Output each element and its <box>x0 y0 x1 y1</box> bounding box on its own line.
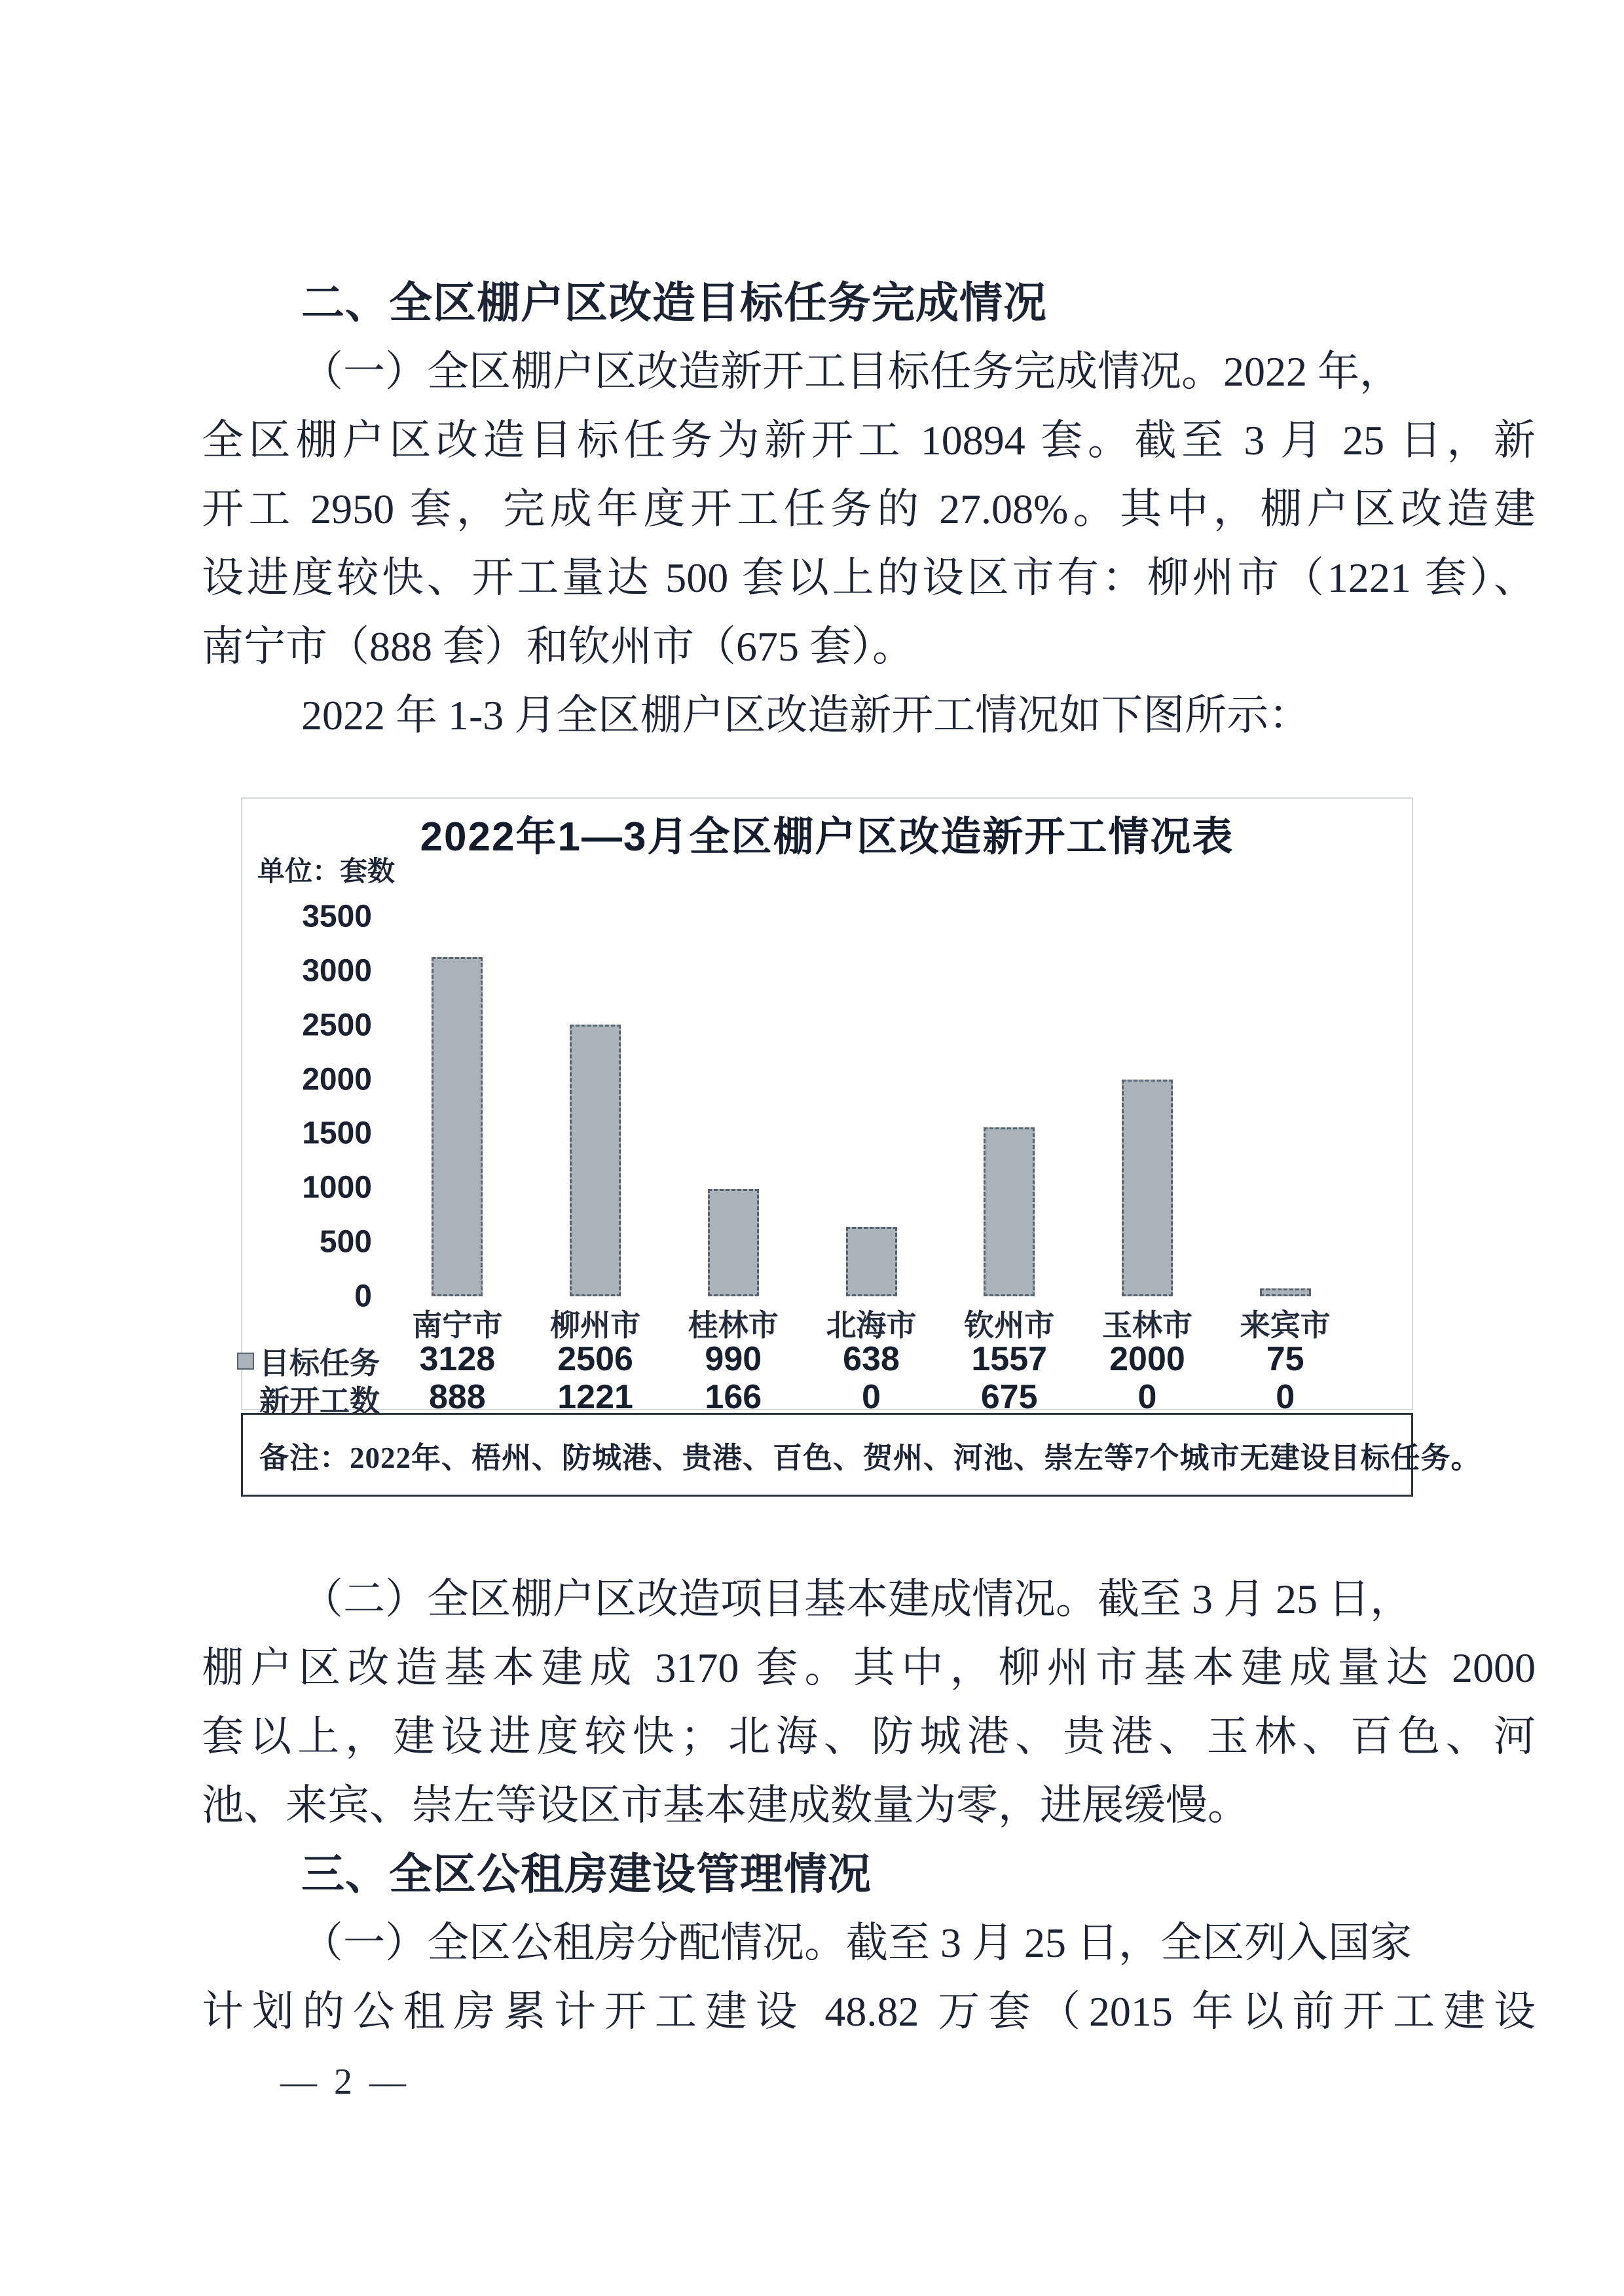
bar-chart-figure <box>241 797 1481 1501</box>
paragraph-line: 南宁市（888 套）和钦州市（675 套）。 <box>202 623 914 670</box>
bar-column-桂林市 <box>664 1189 802 1296</box>
paragraph-line: 开工 2950 套，完成年度开工任务的 27.08%。其中，棚户区改造建 <box>202 486 1536 532</box>
x-axis-label: 钦州市 <box>964 1309 1055 1342</box>
x-axis-label: 来宾市 <box>1240 1309 1331 1342</box>
new-starts-values-row <box>388 1377 1354 1417</box>
bar-column-柳州市 <box>526 1025 665 1296</box>
y-tick-label: 0 <box>354 1279 372 1314</box>
chart-intro-line: 2022 年 1-3 月全区棚户区改造新开工情况如下图所示： <box>301 692 1311 738</box>
paragraph-line: （一）全区公租房分配情况。截至 3 月 25 日，全区列入国家 <box>301 1920 1412 1966</box>
section-heading-2: 二、全区棚户区改造目标任务完成情况 <box>301 278 1047 327</box>
target-row-label <box>241 1339 380 1383</box>
section-heading-3: 三、全区公租房建设管理情况 <box>301 1850 872 1898</box>
value-cell: 0 <box>1276 1378 1295 1416</box>
value-cell: 3128 <box>419 1340 496 1378</box>
target-row-label-text: 目标任务 <box>259 1347 380 1380</box>
value-cell: 638 <box>843 1340 900 1378</box>
x-axis-label: 北海市 <box>826 1309 917 1342</box>
y-tick-label: 2500 <box>302 1008 372 1043</box>
x-axis-label: 玉林市 <box>1101 1309 1192 1342</box>
bar <box>846 1227 897 1296</box>
bar-column-玉林市 <box>1079 1080 1217 1296</box>
bar-column-南宁市 <box>388 957 526 1296</box>
chart-note-box <box>241 1413 1481 1497</box>
page-number: — 2 — <box>280 2062 410 2102</box>
y-tick-label: 1500 <box>302 1116 372 1151</box>
value-cell: 166 <box>705 1378 762 1416</box>
paragraph-line: （二）全区棚户区改造项目基本建成情况。截至 3 月 25 日， <box>301 1576 1412 1622</box>
bar <box>432 957 483 1296</box>
paragraph-line: 池、来宾、崇左等设区市基本建成数量为零，进展缓慢。 <box>202 1782 1249 1829</box>
x-axis-label: 柳州市 <box>550 1309 641 1342</box>
paragraph-line: 全区棚户区改造目标任务为新开工 10894 套。截至 3 月 25 日，新 <box>202 417 1536 464</box>
bar-column-钦州市 <box>940 1127 1079 1296</box>
value-cell: 990 <box>705 1340 762 1378</box>
chart-title: 2022年1—3月全区棚户区改造新开工情况表 <box>420 814 1234 860</box>
x-axis-label: 南宁市 <box>412 1309 503 1342</box>
x-axis-labels <box>388 1302 1354 1345</box>
bar <box>1260 1288 1311 1296</box>
value-cell: 1557 <box>971 1340 1048 1378</box>
paragraph-line: （一）全区棚户区改造新开工目标任务完成情况。2022 年， <box>301 348 1401 395</box>
bar-column-来宾市 <box>1216 1288 1354 1296</box>
bars-container <box>388 892 1354 1296</box>
bar-column-北海市 <box>802 1227 940 1296</box>
bar <box>570 1025 621 1296</box>
bar <box>984 1127 1035 1296</box>
value-cell: 1221 <box>557 1378 633 1416</box>
section-3-block <box>202 1565 1536 2046</box>
value-cell: 675 <box>980 1378 1038 1416</box>
y-tick-label: 3500 <box>302 899 372 934</box>
bar <box>708 1189 759 1296</box>
y-tick-label: 2000 <box>302 1062 372 1097</box>
value-cell: 888 <box>428 1378 486 1416</box>
new-starts-row-label-text: 新开工数 <box>259 1385 380 1418</box>
paragraph-line: 计划的公租房累计开工建设 48.82 万套（2015 年以前开工建设 <box>202 1988 1536 2035</box>
target-values-row <box>388 1339 1354 1379</box>
chart-unit-label: 单位：套数 <box>257 857 396 887</box>
bar <box>1122 1080 1173 1296</box>
x-axis-label: 桂林市 <box>688 1309 779 1342</box>
value-cell: 2000 <box>1109 1340 1185 1378</box>
chart-plot-area <box>241 892 1413 1314</box>
y-tick-label: 3000 <box>302 953 372 989</box>
chart-note-text: 备注：2022年、梧州、防城港、贵港、百色、贺州、河池、崇左等7个城市无建设目标任务。 <box>259 1441 1481 1474</box>
value-cell: 2506 <box>557 1340 633 1378</box>
value-cell: 0 <box>862 1378 881 1416</box>
value-cell: 0 <box>1137 1378 1157 1416</box>
y-tick-label: 1000 <box>302 1170 372 1205</box>
value-cell: 75 <box>1266 1340 1304 1378</box>
legend-square-icon <box>237 1353 254 1370</box>
section-2-block <box>202 268 1536 750</box>
paragraph-line: 棚户区改造基本建成 3170 套。其中，柳州市基本建成量达 2000 <box>202 1645 1536 1691</box>
paragraph-line: 套以上，建设进度较快；北海、防城港、贵港、玉林、百色、河 <box>202 1713 1536 1760</box>
paragraph-line: 设进度较快、开工量达 500 套以上的设区市有：柳州市（1221 套）、 <box>202 555 1536 601</box>
y-tick-label: 500 <box>319 1224 372 1260</box>
